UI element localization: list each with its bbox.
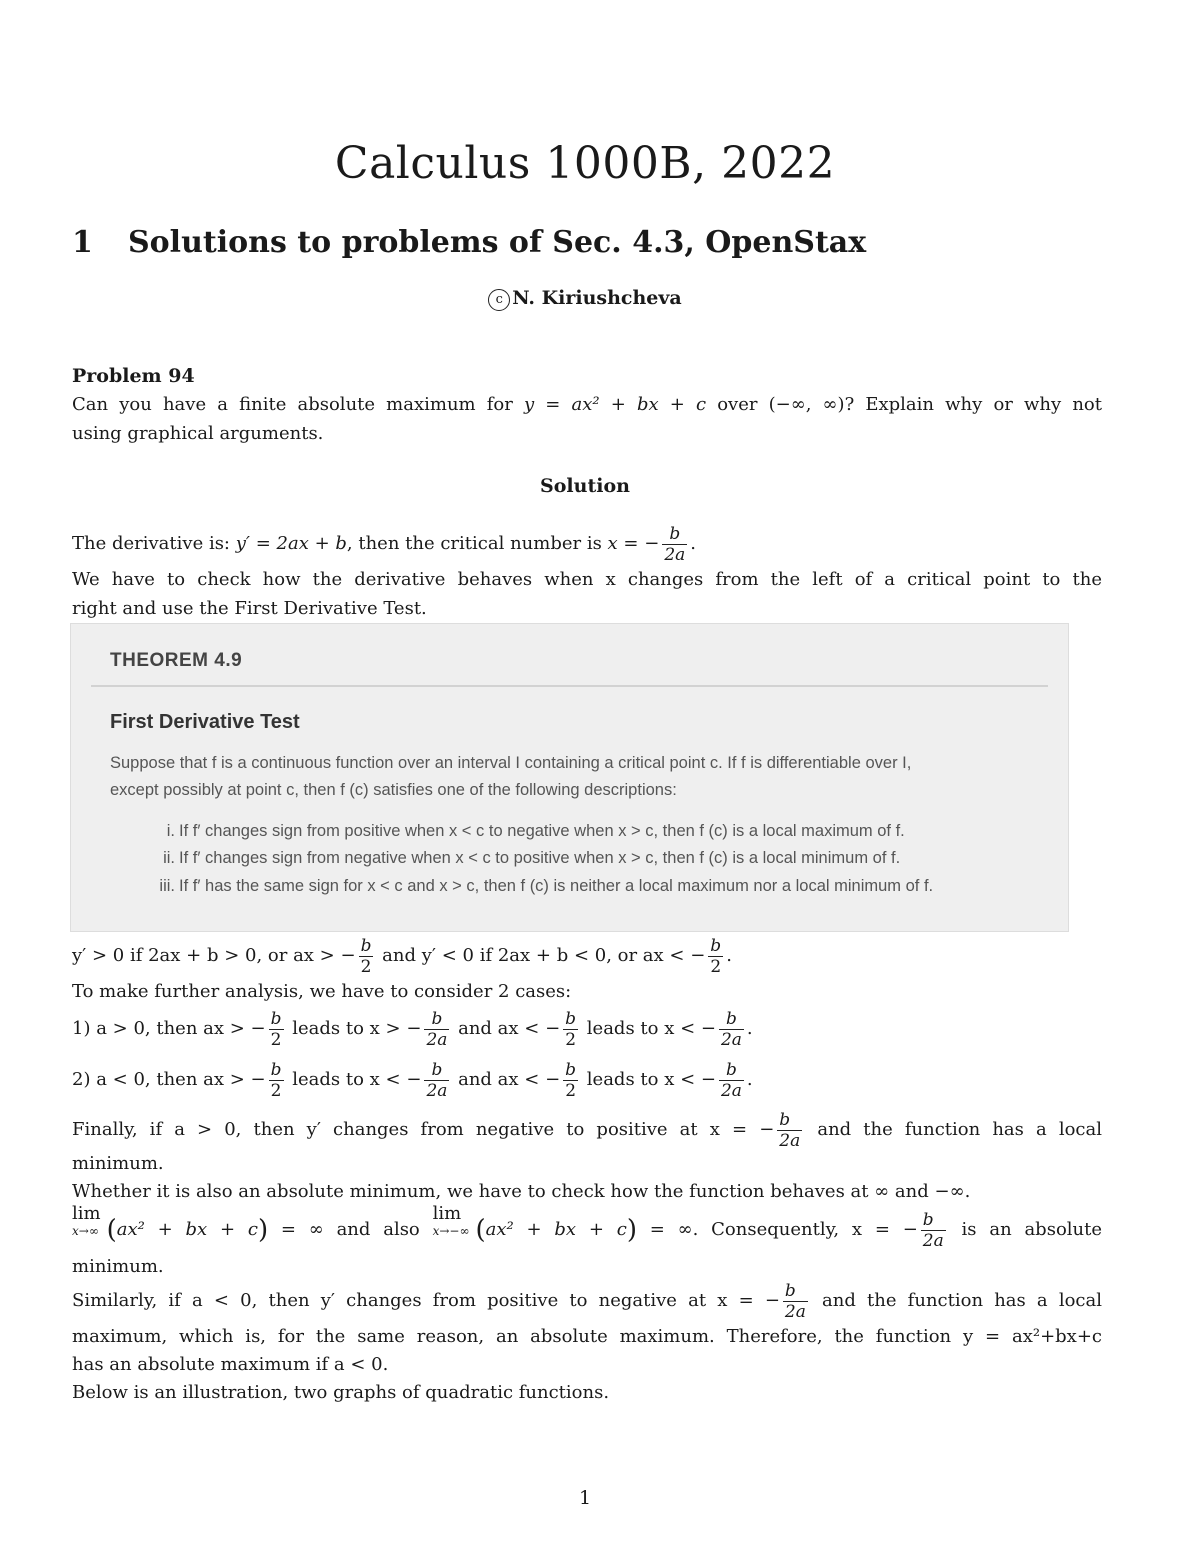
solution-heading: Solution (540, 475, 630, 497)
copyright-icon: c (488, 289, 510, 311)
limit-notation: lim x→∞ (72, 1203, 101, 1238)
author-name: N. Kiriushcheva (512, 287, 682, 309)
page-title: Calculus 1000B, 2022 (334, 138, 836, 189)
section-title: Solutions to problems of Sec. 4.3, OpenStax (128, 225, 867, 260)
problem-text-line2: using graphical arguments. (72, 423, 324, 444)
theorem-label: THEOREM 4.9 (110, 650, 243, 671)
theorem-item: i. If f′ changes sign from positive when x < c to negative when x > c, then f (c) is a local maximum of f. (166, 822, 905, 840)
similarly-line2: maximum, which is, for the same reason, an absolute maximum. Therefore, the function y = ax²+bx+c (72, 1326, 1102, 1347)
finally-line: Finally, if a > 0, then y′ changes from negative to positive at x = − $\frac{b}{2a}$ and the function has a local (72, 1109, 1102, 1151)
below-line: Below is an illustration, two graphs of quadratic functions. (72, 1382, 610, 1403)
theorem-body-line2: except possibly at point c, then f (c) satisfies one of the following descriptions: (110, 781, 677, 799)
case-2-line: 2) a < 0, then ax > − $\frac{b}{2}$ leads to x < − $\frac{b}{2a}$ and ax < − $\frac{b}{2}$ leads to x < − $\frac{b}{2a}$ . (72, 1059, 753, 1101)
limits-line2: minimum. (72, 1256, 164, 1277)
limits-line: lim x→∞ (ax² + bx + c) = ∞ and also lim x→−∞ (ax² + bx + c) = ∞. Consequently, x = − $\frac{b}{2a}$ is an absolute (72, 1203, 1103, 1251)
problem-heading: Problem 94 (72, 365, 195, 387)
theorem-body-line1: Suppose that f is a continuous function over an interval I containing a critical point c. If f is differentiable over I, (110, 754, 912, 772)
theorem-name: First Derivative Test (110, 711, 300, 733)
author-line (0, 287, 1170, 311)
derivative-line: The derivative is: y′ = 2ax + b, then the critical number is x = − $\frac{b}{2a}$ . (72, 523, 696, 565)
fraction: $\frac{b}{2a}$ (664, 523, 686, 565)
check-line2: right and use the First Derivative Test. (72, 598, 427, 619)
similarly-line: Similarly, if a < 0, then y′ changes from positive to negative at x = − $\frac{b}{2a}$ and the function has a local (72, 1280, 1102, 1322)
check-line1: We have to check how the derivative behaves when x changes from the left of a critical point to the (72, 569, 1102, 590)
sign-line: y′ > 0 if 2ax + b > 0, or ax > − $\frac{b}{2}$ and y′ < 0 if 2ax + b < 0, or ax < − $\frac{b}{2}$ . (72, 935, 732, 977)
theorem-box (70, 623, 1069, 932)
case-1-line: 1) a > 0, then ax > − $\frac{b}{2}$ leads to x > − $\frac{b}{2a}$ and ax < − $\frac{b}{2}$ leads to x < − $\frac{b}{2a}$ . (72, 1008, 753, 1050)
theorem-item: ii. If f′ changes sign from negative when x < c to positive when x > c, then f (c) is a local minimum of f. (163, 849, 901, 867)
problem-text-line1: Can you have a finite absolute maximum for y = ax² + bx + c over (−∞, ∞)? Explain why or why not (72, 394, 1102, 415)
finally-line2: minimum. (72, 1153, 164, 1174)
section-number: 1 (72, 225, 93, 260)
page-number: 1 (578, 1487, 592, 1509)
theorem-divider (91, 685, 1048, 687)
cases-intro: To make further analysis, we have to consider 2 cases: (72, 981, 572, 1002)
limit-notation: lim x→−∞ (432, 1203, 470, 1238)
section-heading (72, 225, 866, 260)
theorem-item: iii. If f′ has the same sign for x < c and x > c, then f (c) is neither a local maximum nor a local minimum of f. (159, 877, 934, 895)
whether-line: Whether it is also an absolute minimum, we have to check how the function behaves at ∞ and −∞. (72, 1181, 971, 1202)
similarly-line3: has an absolute maximum if a < 0. (72, 1354, 389, 1375)
